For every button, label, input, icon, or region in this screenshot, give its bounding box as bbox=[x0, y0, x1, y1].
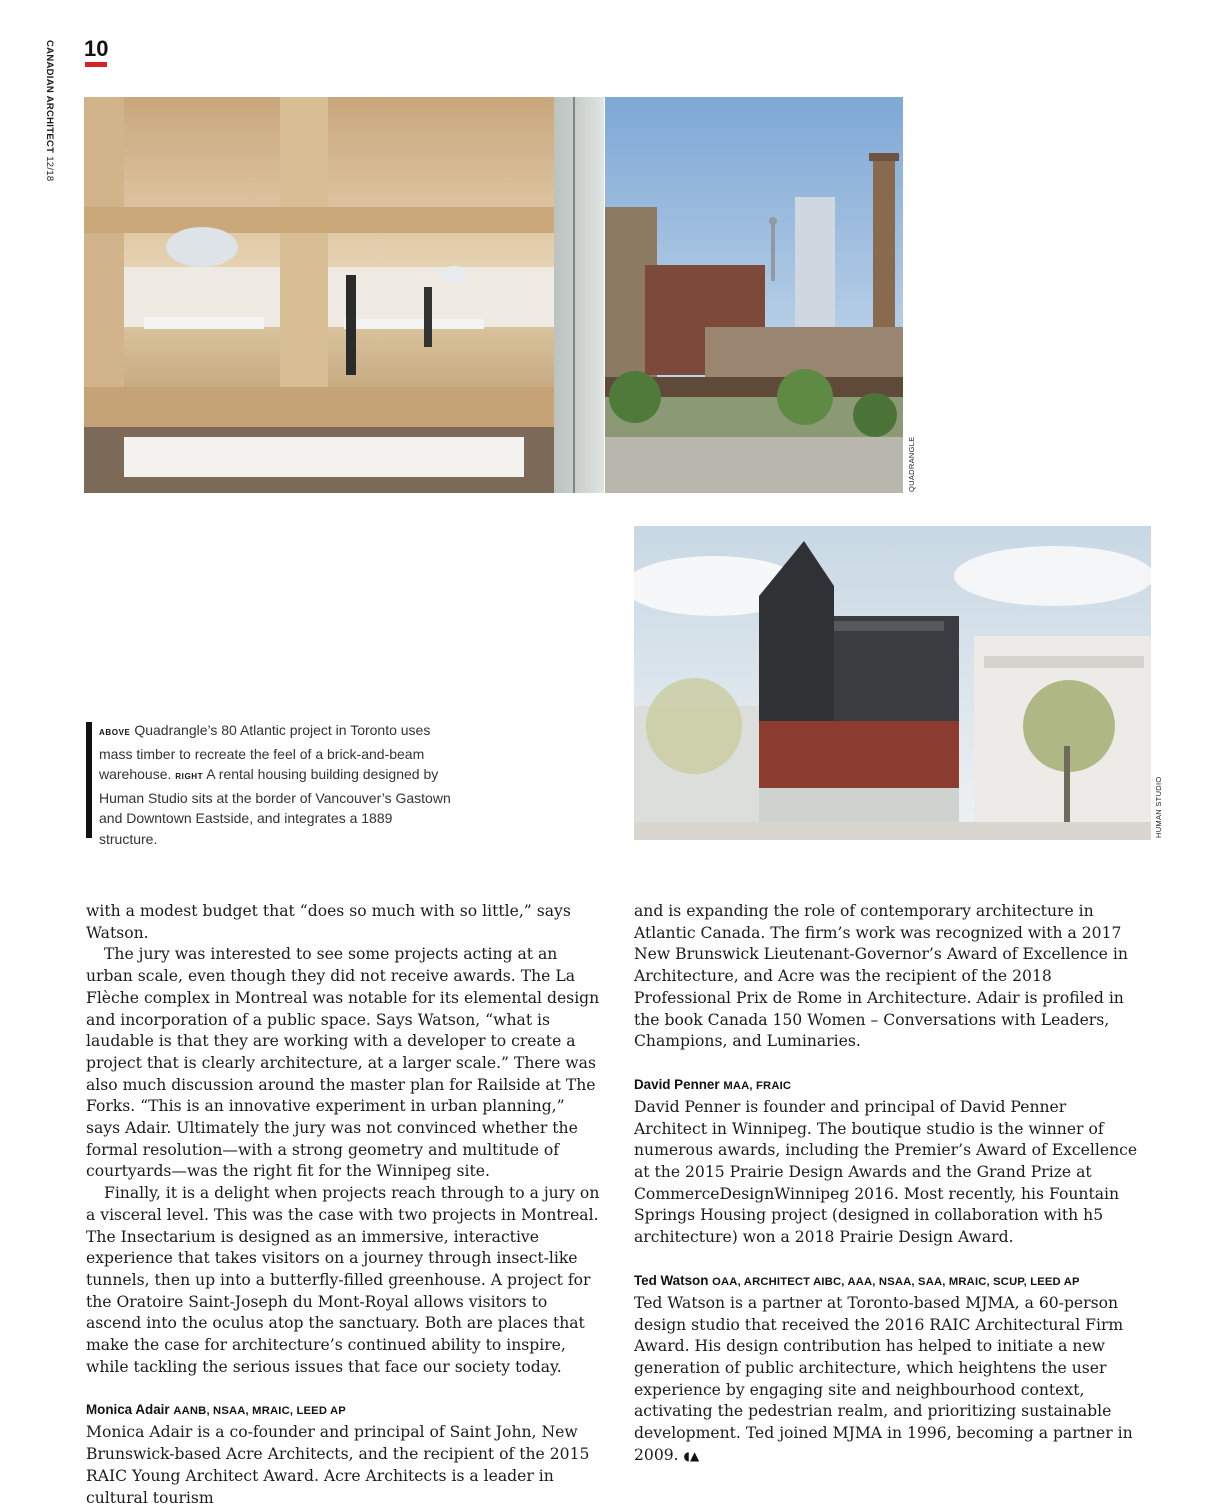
paragraph: and is expanding the role of contemporary architecture in Atlantic Canada. The firm’s work was recognized with a 2017 New Brunswick Lieutenant-Governor’s Award of Excellence in Architecture, and Acre was the recipient of the 2018 Professional Prix de Rome in Architecture. Adair is profiled in the book Canada 150 Women – Conversations with Leaders, Champions, and Luminaries. bbox=[634, 902, 1128, 1051]
bio-credentials: OAA, ARCHITECT AIBC, AAA, NSAA, SAA, MRAIC, SCUP, LEED AP bbox=[712, 1275, 1080, 1288]
photo-quadrangle-street bbox=[605, 97, 903, 493]
publication-name bbox=[44, 40, 55, 181]
interior-illustration bbox=[84, 97, 604, 493]
photo-credit-human-studio: HUMAN STUDIO bbox=[1154, 776, 1163, 838]
bio-credentials: MAA, FRAIC bbox=[723, 1079, 792, 1092]
bio-heading-adair bbox=[86, 1399, 602, 1422]
bio-heading-penner bbox=[634, 1074, 1144, 1097]
caption-label-right: RIGHT bbox=[175, 772, 204, 781]
bio-text-watson bbox=[634, 1293, 1144, 1468]
page-number-accent-bar bbox=[85, 62, 107, 67]
paragraph: with a modest budget that “does so much with so little,” says Watson. bbox=[86, 902, 571, 942]
photo-credit-quadrangle: QUADRANGLE bbox=[907, 436, 916, 492]
caption-label-above: ABOVE bbox=[99, 728, 131, 737]
article-column-right bbox=[634, 901, 1144, 1467]
publication-title: CANADIAN ARCHITECT bbox=[44, 40, 55, 154]
end-of-article-icon: ◖▲ bbox=[683, 1448, 700, 1463]
bio-credentials: AANB, NSAA, MRAIC, LEED AP bbox=[173, 1405, 346, 1418]
masthead-sidebar bbox=[38, 40, 58, 190]
rendering-illustration bbox=[634, 526, 1151, 840]
caption-text-above: Quadrangle’s 80 Atlantic project in Toronto uses mass timber to recreate the feel of a brick-and-beam warehouse. bbox=[99, 722, 431, 782]
bio-text-body: Ted Watson is a partner at Toronto-based MJMA, a 60-person design studio that received the 2016 RAIC Architectural Firm Award. His design contribution has helped to initiate a new generation of public architecture, which heightens the user experience by engaging site and neighbourhood context, activating the pedestrian realm, and prioritizing sustainable development. Ted joined MJMA in 1996, becoming a partner in 2009. bbox=[634, 1293, 1133, 1464]
bio-text-adair: Monica Adair is a co-founder and principal of Saint John, New Brunswick-based Acre Architects, and the recipient of the 2015 RAIC Young Architect Award. Acre Architects is a leader in cultural tourism bbox=[86, 1423, 590, 1507]
bio-name: Monica Adair bbox=[86, 1402, 170, 1418]
caption-text-right: A rental housing building designed by Human Studio sits at the border of Vancouver’s Gastown and Downtown Eastside, and integrates a 1889 structure. bbox=[99, 766, 451, 847]
bio-heading-watson bbox=[634, 1270, 1144, 1293]
issue-date: 12/18 bbox=[44, 156, 55, 182]
caption-rule bbox=[86, 722, 92, 838]
photo-quadrangle-interior bbox=[84, 97, 604, 493]
article-column-left bbox=[86, 901, 602, 1509]
photo-human-studio-rendering bbox=[634, 526, 1151, 840]
page-number: 10 bbox=[84, 36, 109, 61]
photo-caption bbox=[99, 720, 451, 849]
bio-name: David Penner bbox=[634, 1076, 720, 1092]
paragraph: Finally, it is a delight when projects reach through to a jury on a visceral level. This was the case with two projects in Montreal. The Insectarium is designed as an immersive, interactive experience that takes visitors on a journey through insect-like tunnels, then up into a butterfly-filled greenhouse. A project for the Oratoire Saint-Joseph du Mont-Royal allows visitors to ascend into the oculus atop the sanctuary. Both are places that make the case for architecture’s continued ability to inspire, while tackling the serious issues that face our society today. bbox=[86, 1184, 600, 1376]
street-illustration bbox=[605, 97, 903, 493]
paragraph: The jury was interested to see some projects acting at an urban scale, even though they did not receive awards. The La Flèche complex in Montreal was notable for its elemental design and incorporation of a public space. Says Watson, “what is laudable is that they are working with a developer to create a project that is clearly architecture, at a larger scale.” There was also much discussion around the master plan for Railside at The Forks. “This is an innovative experiment in urban planning,” says Adair. Ultimately the jury was not convinced whether the formal resolution—with a strong geometry and multitude of courtyards—was the right fit for the Winnipeg site. bbox=[86, 945, 600, 1181]
bio-name: Ted Watson bbox=[634, 1272, 709, 1288]
bio-text-penner: David Penner is founder and principal of David Penner Architect in Winnipeg. The boutique studio is the winner of numerous awards, including the Premier’s Award of Excellence at the 2015 Prairie Design Awards and the Grand Prize at CommerceDesignWinnipeg 2016. Most recently, his Fountain Springs Housing project (designed in collaboration with h5 architecture) won a 2018 Prairie Design Award. bbox=[634, 1097, 1138, 1247]
